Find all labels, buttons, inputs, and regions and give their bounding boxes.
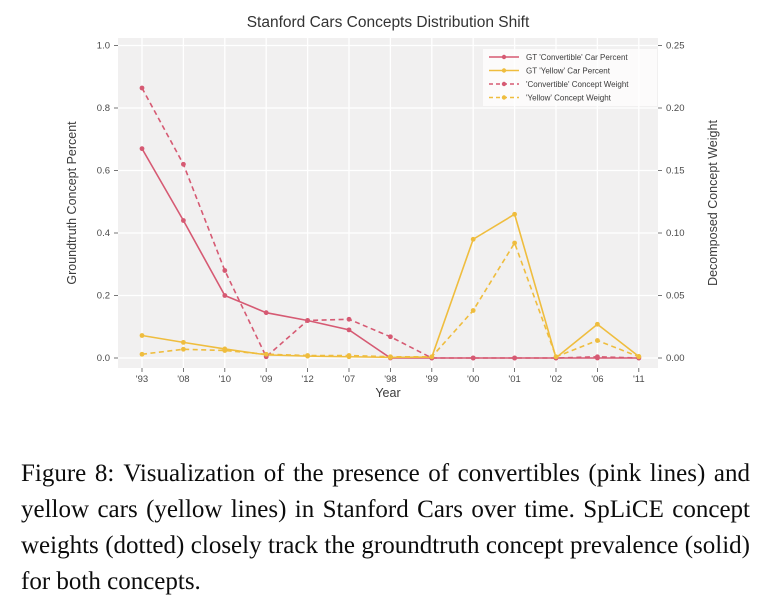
left-tick-label: 0.0 [96,353,110,365]
x-tick-label: '93 [135,374,149,385]
data-point-marker [347,353,352,358]
data-point-marker [140,86,145,91]
data-point-marker [512,212,517,217]
right-tick-label: 0.25 [666,40,685,52]
data-point-marker [181,340,186,345]
x-tick-label: '00 [467,374,480,385]
left-tick-label: 1.0 [96,40,110,52]
figure-caption-label: Figure 8: [21,460,115,487]
x-tick-label: '06 [591,374,604,385]
data-point-marker [512,241,517,246]
data-point-marker [264,310,269,315]
legend-item-label: GT 'Convertible' Car Percent [526,52,628,62]
data-point-marker [222,268,227,273]
data-point-marker [222,348,227,353]
data-point-marker [471,237,476,242]
data-point-marker [347,327,352,332]
right-tick-label: 0.15 [666,165,685,177]
data-point-marker [181,218,186,223]
x-tick-label: '98 [384,374,397,385]
legend [483,49,657,106]
left-tick-label: 0.8 [96,103,110,115]
x-tick-label: '11 [632,374,645,385]
right-y-axis-label: Decomposed Concept Weight [706,120,720,286]
right-tick-label: 0.05 [666,290,685,302]
data-point-marker [264,352,269,357]
right-tick-label: 0.10 [666,228,685,240]
data-point-marker [140,352,145,357]
left-tick-label: 0.6 [96,165,110,177]
x-axis-label: Year [375,386,401,400]
data-point-marker [388,334,393,339]
data-point-marker [222,293,227,298]
figure-caption [21,456,750,600]
data-point-marker [388,354,393,359]
data-point-marker [140,333,145,338]
data-point-marker [305,353,310,358]
data-point-marker [636,354,641,359]
data-point-marker [347,317,352,322]
legend-item-label: GT 'Yellow' Car Percent [526,66,610,76]
data-point-marker [595,322,600,327]
x-tick-label: '99 [425,374,438,385]
data-point-marker [140,146,145,151]
data-point-marker [305,318,310,323]
legend-marker [502,68,506,72]
x-tick-label: '02 [549,374,563,385]
figure-caption-text: Visualization of the presence of convertibles (pink lines) and yellow cars (yellow lines) in Stanford Cars over time. SpLiCE concept weights (dotted) closely track the groundtruth concept prevalence (solid) for both concepts. [21,460,750,595]
right-tick-label: 0.20 [666,103,685,115]
data-point-marker [471,356,476,361]
data-point-marker [181,347,186,352]
legend-marker [502,82,506,86]
data-point-marker [512,356,517,361]
right-tick-label: 0.00 [666,353,685,365]
data-point-marker [595,354,600,359]
x-tick-label: '08 [177,374,190,385]
x-tick-label: '10 [218,374,231,385]
chart-title: Stanford Cars Concepts Distribution Shift [246,14,530,31]
legend-marker [502,95,506,99]
legend-item-label: 'Convertible' Concept Weight [526,79,629,89]
data-point-marker [429,354,434,359]
data-point-marker [181,162,186,167]
x-tick-label: '09 [260,374,273,385]
data-point-marker [595,338,600,343]
legend-marker [502,55,506,59]
x-tick-label: '01 [508,374,521,385]
x-tick-label: '07 [342,374,356,385]
data-point-marker [554,354,559,359]
left-tick-label: 0.4 [96,228,110,240]
left-tick-label: 0.2 [96,290,110,302]
data-point-marker [471,308,476,313]
legend-item-label: 'Yellow' Concept Weight [526,93,611,103]
x-tick-label: '12 [301,374,314,385]
left-y-axis-label: Groundtruth Concept Percent [65,121,79,285]
